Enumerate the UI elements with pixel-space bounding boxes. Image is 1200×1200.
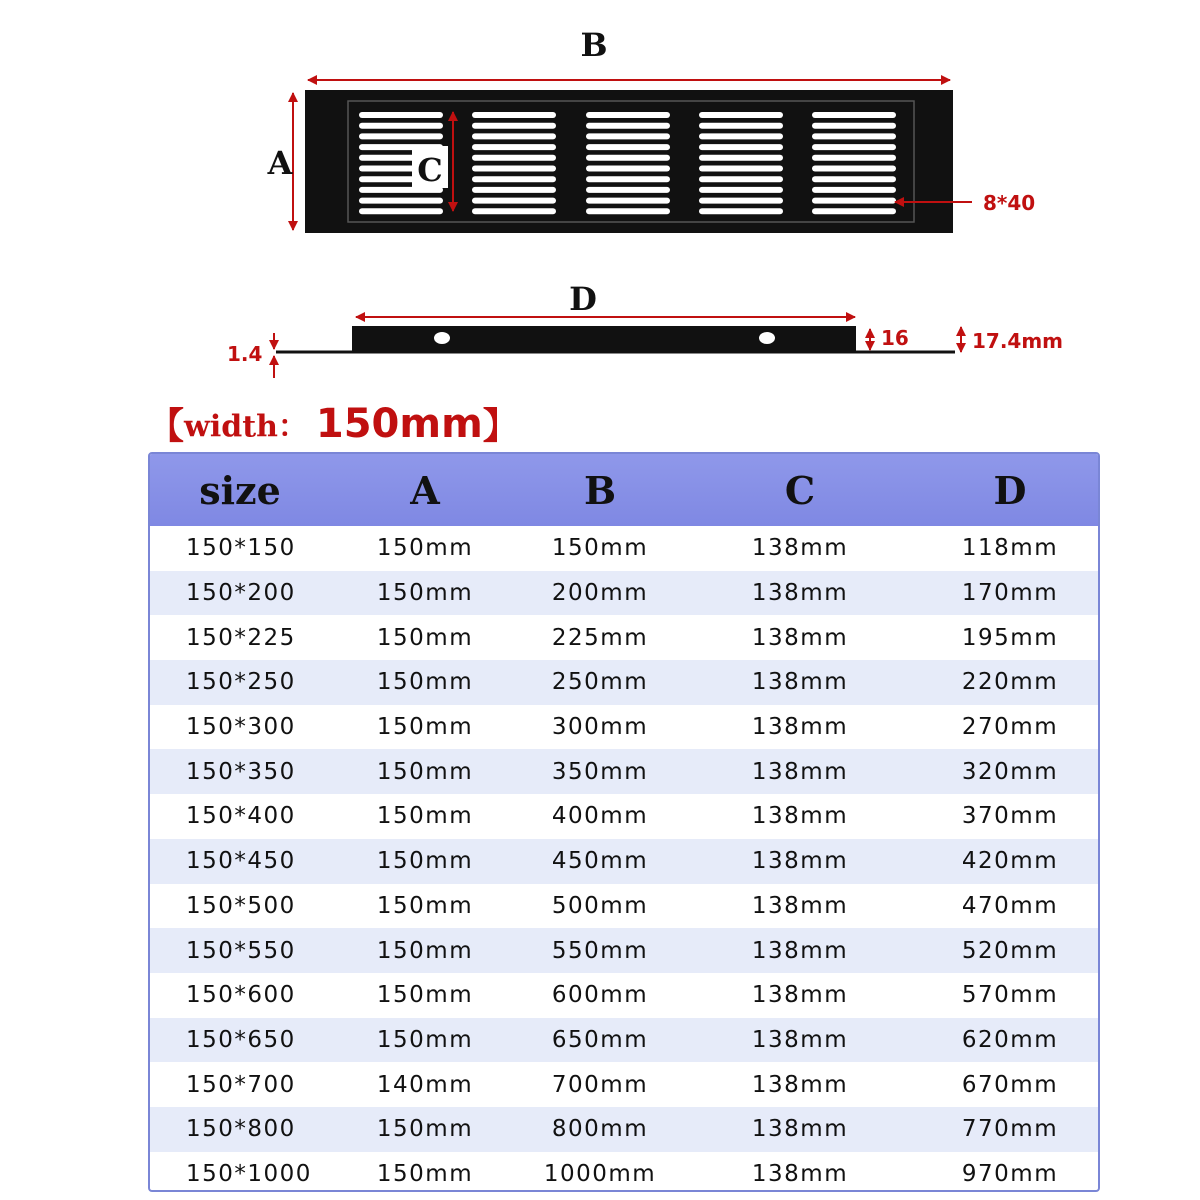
cell-c: 138mm: [751, 580, 849, 607]
side-view: [227, 280, 1063, 378]
cell-a: 150mm: [376, 1026, 474, 1053]
cell-b: 200mm: [551, 580, 649, 607]
size-table: [148, 452, 1100, 1192]
vent-slot: [699, 187, 783, 193]
vent-slot: [699, 133, 783, 139]
flange-height-label: 16: [881, 326, 909, 350]
cell-d: 118mm: [961, 535, 1059, 562]
cell-size: 150*225: [186, 624, 296, 651]
vent-slot: [699, 123, 783, 129]
table-body: [150, 526, 1100, 1192]
vent-slot: [812, 198, 896, 204]
slot-size-label: 8*40: [983, 191, 1036, 215]
sheet-thickness-label: 1.4: [227, 342, 263, 366]
dimension-d-label: D: [569, 280, 597, 318]
cell-size: 150*500: [186, 892, 296, 919]
table-row: [150, 928, 1100, 973]
cell-b: 250mm: [551, 669, 649, 696]
cell-size: 150*400: [186, 803, 296, 830]
table-row: [150, 839, 1100, 884]
cell-c: 138mm: [751, 1071, 849, 1098]
cell-a: 150mm: [376, 669, 474, 696]
vent-slot: [359, 198, 443, 204]
cell-b: 450mm: [551, 848, 649, 875]
cell-size: 150*150: [186, 535, 296, 562]
vent-slot: [359, 123, 443, 129]
header-size: size: [199, 467, 281, 513]
vent-slot: [699, 166, 783, 172]
cell-size: 150*350: [186, 758, 296, 785]
table-row: [150, 571, 1100, 616]
table-row: [150, 1018, 1100, 1063]
width-heading: [148, 398, 519, 448]
vent-slot: [472, 208, 556, 214]
vent-slot: [812, 166, 896, 172]
cell-b: 550mm: [551, 937, 649, 964]
vent-slot: [699, 155, 783, 161]
vent-slot: [812, 112, 896, 118]
mounting-hole-left: [434, 332, 450, 344]
cell-c: 138mm: [751, 803, 849, 830]
vent-slot: [472, 198, 556, 204]
top-view: [267, 26, 1036, 233]
cell-size: 150*800: [186, 1116, 296, 1143]
table-row: [150, 884, 1100, 929]
cell-b: 800mm: [551, 1116, 649, 1143]
cell-c: 138mm: [751, 892, 849, 919]
cell-c: 138mm: [751, 714, 849, 741]
cell-b: 1000mm: [543, 1160, 657, 1187]
vent-slot: [812, 187, 896, 193]
cell-a: 140mm: [376, 1071, 474, 1098]
cell-a: 150mm: [376, 535, 474, 562]
dimension-b-label: B: [580, 26, 608, 64]
header-b: B: [583, 467, 617, 513]
cell-d: 370mm: [961, 803, 1059, 830]
dimension-c-label: C: [417, 151, 443, 189]
vent-slot: [472, 123, 556, 129]
cell-size: 150*600: [186, 982, 296, 1009]
table-row: [150, 749, 1100, 794]
cell-b: 400mm: [551, 803, 649, 830]
vent-slot: [472, 155, 556, 161]
vent-slot: [586, 144, 670, 150]
vent-slot: [812, 144, 896, 150]
cell-b: 650mm: [551, 1026, 649, 1053]
cell-b: 300mm: [551, 714, 649, 741]
cell-a: 150mm: [376, 848, 474, 875]
vent-slot: [699, 198, 783, 204]
table-row: [150, 615, 1100, 660]
vent-slot: [472, 166, 556, 172]
cell-d: 270mm: [961, 714, 1059, 741]
header-d: D: [993, 467, 1027, 513]
vent-slot: [586, 198, 670, 204]
table-row: [150, 1107, 1100, 1152]
cell-size: 150*450: [186, 848, 296, 875]
vent-slot: [586, 112, 670, 118]
dimension-a-label: A: [267, 144, 293, 182]
cell-c: 138mm: [751, 982, 849, 1009]
cell-d: 320mm: [961, 758, 1059, 785]
cell-c: 138mm: [751, 669, 849, 696]
vent-slot: [586, 123, 670, 129]
vent-slot: [472, 176, 556, 182]
size-table-grid: [150, 454, 1100, 1192]
cell-d: 470mm: [961, 892, 1059, 919]
cell-b: 700mm: [551, 1071, 649, 1098]
vent-slot: [699, 176, 783, 182]
table-row: [150, 526, 1100, 571]
cell-a: 150mm: [376, 982, 474, 1009]
vent-slot: [586, 133, 670, 139]
table-row: [150, 1152, 1100, 1192]
vent-slot: [359, 208, 443, 214]
cell-size: 150*650: [186, 1026, 296, 1053]
cell-a: 150mm: [376, 714, 474, 741]
cell-size: 150*550: [186, 937, 296, 964]
cell-d: 420mm: [961, 848, 1059, 875]
table-row: [150, 973, 1100, 1018]
cell-c: 138mm: [751, 758, 849, 785]
vent-slot: [812, 133, 896, 139]
cell-d: 770mm: [961, 1116, 1059, 1143]
cell-d: 220mm: [961, 669, 1059, 696]
header-c: C: [784, 467, 816, 513]
cell-c: 138mm: [751, 937, 849, 964]
width-heading-label: width：: [184, 409, 308, 445]
vent-slot: [472, 144, 556, 150]
vent-slot: [472, 112, 556, 118]
cell-b: 500mm: [551, 892, 649, 919]
cell-c: 138mm: [751, 848, 849, 875]
vent-slot: [472, 187, 556, 193]
table-row: [150, 794, 1100, 839]
cell-size: 150*250: [186, 669, 296, 696]
cell-a: 150mm: [376, 1160, 474, 1187]
vent-slot: [699, 144, 783, 150]
cell-b: 600mm: [551, 982, 649, 1009]
table-row: [150, 660, 1100, 705]
cell-c: 138mm: [751, 624, 849, 651]
cell-a: 150mm: [376, 580, 474, 607]
cell-d: 170mm: [961, 580, 1059, 607]
cell-d: 670mm: [961, 1071, 1059, 1098]
cell-size: 150*700: [186, 1071, 296, 1098]
cell-d: 520mm: [961, 937, 1059, 964]
vent-slot: [699, 112, 783, 118]
vent-slot: [586, 166, 670, 172]
side-profile-body: [352, 326, 856, 352]
vent-slot: [586, 208, 670, 214]
header-a: A: [410, 467, 440, 513]
cell-a: 150mm: [376, 624, 474, 651]
vent-slot: [359, 133, 443, 139]
cell-c: 138mm: [751, 1116, 849, 1143]
cell-a: 150mm: [376, 892, 474, 919]
table-row: [150, 705, 1100, 750]
cell-d: 570mm: [961, 982, 1059, 1009]
cell-b: 150mm: [551, 535, 649, 562]
cell-a: 150mm: [376, 758, 474, 785]
cell-size: 150*200: [186, 580, 296, 607]
width-heading-open-bracket: 【: [148, 405, 185, 447]
cell-a: 150mm: [376, 1116, 474, 1143]
vent-slot: [586, 155, 670, 161]
vent-slot: [812, 123, 896, 129]
vent-slot: [699, 208, 783, 214]
table-row: [150, 1062, 1100, 1107]
cell-size: 150*1000: [186, 1160, 312, 1187]
vent-slot: [359, 112, 443, 118]
total-height-label: 17.4mm: [972, 329, 1064, 353]
dimension-diagram: [0, 0, 1200, 400]
cell-size: 150*300: [186, 714, 296, 741]
vent-slot: [812, 176, 896, 182]
table-header-row: [150, 454, 1100, 526]
cell-d: 970mm: [961, 1160, 1059, 1187]
cell-d: 620mm: [961, 1026, 1059, 1053]
cell-d: 195mm: [961, 624, 1059, 651]
vent-slot: [586, 187, 670, 193]
vent-slot: [812, 155, 896, 161]
cell-c: 138mm: [751, 1160, 849, 1187]
cell-a: 150mm: [376, 803, 474, 830]
cell-b: 350mm: [551, 758, 649, 785]
cell-b: 225mm: [551, 624, 649, 651]
cell-c: 138mm: [751, 535, 849, 562]
cell-a: 150mm: [376, 937, 474, 964]
cell-c: 138mm: [751, 1026, 849, 1053]
width-heading-value: 150mm: [315, 400, 483, 447]
vent-slot: [812, 208, 896, 214]
vent-slot: [586, 176, 670, 182]
mounting-hole-right: [759, 332, 775, 344]
width-heading-close-bracket: 】: [482, 405, 519, 447]
vent-slot: [472, 133, 556, 139]
